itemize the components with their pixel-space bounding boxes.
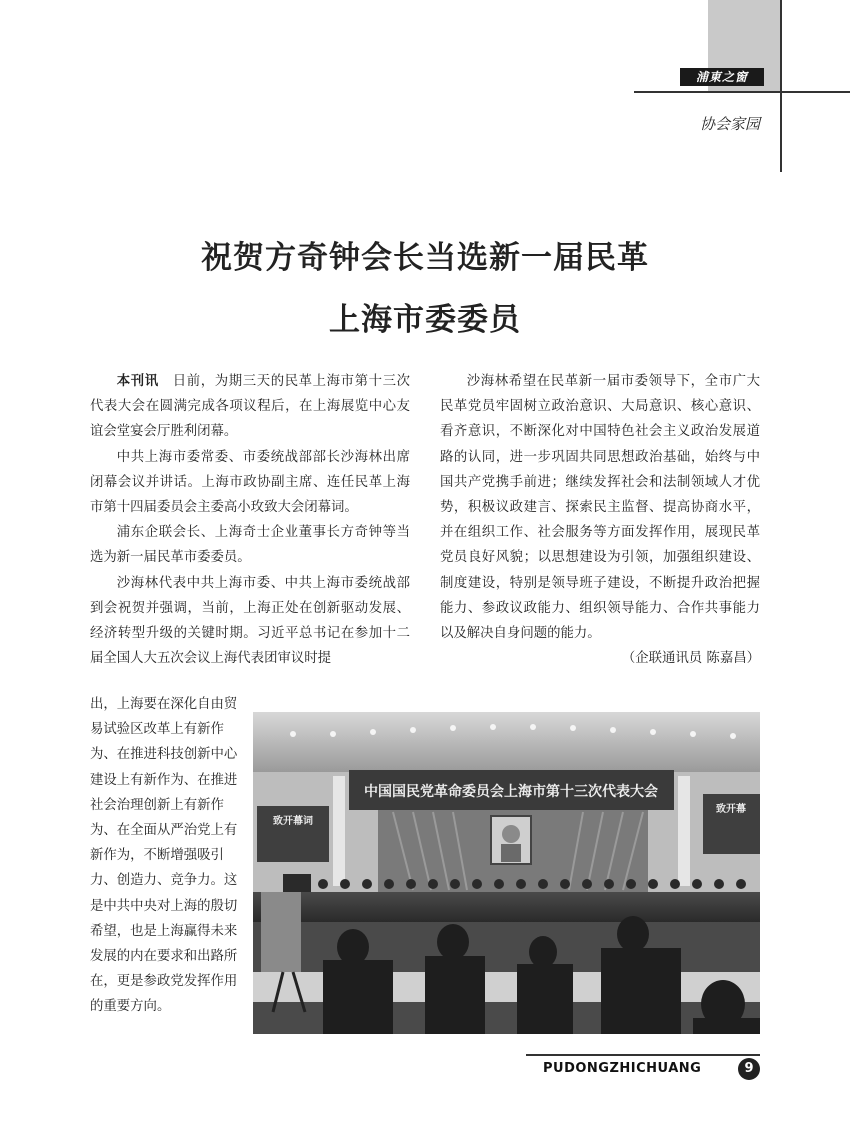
presidium-table: [253, 892, 760, 922]
screen-right: [703, 794, 760, 854]
article-credit: （企联通讯员 陈嘉昌）: [621, 651, 760, 667]
footer-brand: PUDONGZHICHUANG: [543, 1061, 702, 1076]
paragraph-1-text: 日前，为期三天的民革上海市第十三次代表大会在圆满完成各项议程后，在上海展览中心友谊会堂宴会厅胜利闭幕。: [90, 374, 411, 440]
article-title-line2: 上海市委委员: [329, 302, 521, 338]
screen-left-title: 致开幕词: [273, 816, 313, 827]
paragraph-1: [90, 369, 410, 445]
camera-operator: [261, 892, 301, 972]
paragraph-3: 浦东企联会长、上海奇士企业董事长方奇钟等当选为新一届民革市委委员。: [90, 525, 410, 566]
tv-camera: [283, 874, 311, 892]
magazine-logo: 浦東之窗: [680, 68, 764, 86]
paragraph-4: 沙海林代表中共上海市委、中共上海市委统战部到会祝贺并强调，当前，上海正处在创新驱动发展、经济转型升级的关键时期。习近平总书记在参加十二届全国人大五次会议上海代表团审议时提: [90, 575, 410, 667]
screen-right-title: 致开幕: [716, 804, 746, 815]
article-title-line1: 祝贺方奇钟会长当选新一届民革: [201, 240, 649, 276]
section-name: 协会家园: [699, 115, 760, 133]
page-number: 9: [738, 1058, 760, 1080]
header-horizontal-rule: [634, 91, 850, 93]
paragraph-4-wrap: 出，上海要在深化自由贸易试验区改革上有新作为、在推进科技创新中心建设上有新作为、在推进社会治理创新上有新作为、在全面从严治党上有新作为，不断增强吸引力、创造力、竞争力。这是中共中央对上海的殷切希望，也是上海赢得未来发展的内在要求和出路所在，更是参政党发挥作用的重要方向。: [90, 697, 238, 1015]
conference-photo-graphic: [253, 712, 760, 1034]
article-column-left: [90, 369, 410, 671]
lead-label: 本刊讯: [116, 374, 159, 389]
article-column-right: [440, 369, 760, 671]
paragraph-5: 沙海林希望在民革新一届市委领导下，全市广大民革党员牢固树立政治意识、大局意识、核心意识、看齐意识，不断深化对中国特色社会主义政治发展道路的认同，进一步巩固共同思想政治基础，始终与中国共产党携手前进；继续发挥社会和法制领域人才优势，积极议政建言、探索民主监督、提高协商水平，并在组织工作、社会服务等方面发挥作用，展现民革党员良好风貌；以思想建设为引领，加强组织建设、制度建设，特别是领导班子建设，不断提升政治把握能力、参政议政能力、组织领导能力、合作共事能力以及解决自身问题的能力。: [440, 374, 760, 642]
footer-rule: [526, 1054, 760, 1056]
stage-banner: 中国国民党革命委员会上海市第十三次代表大会: [364, 784, 658, 800]
conference-photo: [253, 712, 760, 1034]
ceiling: [253, 712, 760, 772]
header-vertical-rule: [780, 0, 782, 172]
screen-left: [257, 806, 329, 862]
paragraph-2: 中共上海市委常委、市委统战部部长沙海林出席闭幕会议并讲话。上海市政协副主席、连任民革上海市第十四届委员会主委高小玫致大会闭幕词。: [90, 449, 410, 516]
